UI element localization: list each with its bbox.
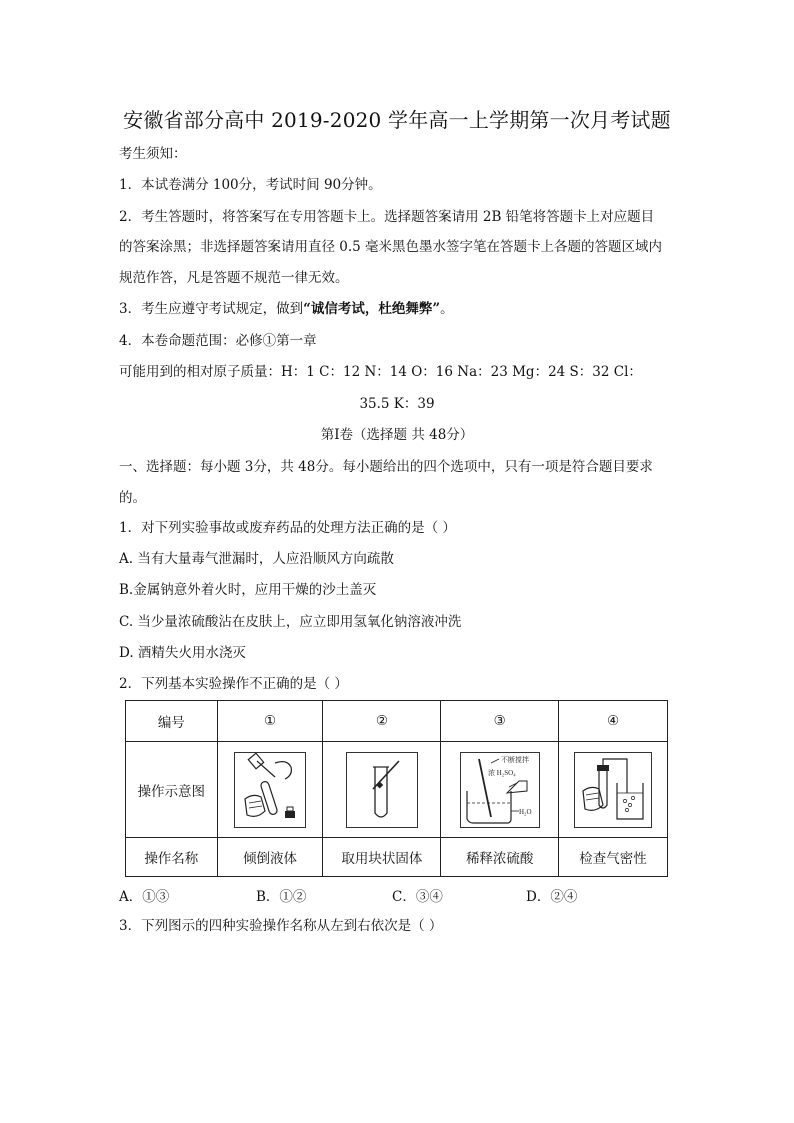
table-cell: ④ xyxy=(559,701,668,742)
exam-title: 安徽省部分高中 2019-2020 学年高一上学期第一次月考试题 xyxy=(123,108,671,132)
table-row xyxy=(126,838,668,877)
q3-stem: 3．下列图示的四种实验操作名称从左到右依次是（ ） xyxy=(119,918,443,934)
notice-item-4: 4．本卷命题范围：必修①第一章 xyxy=(119,333,317,349)
dilute-sulfuric-acid-figure xyxy=(460,752,540,828)
notice-heading: 考生须知： xyxy=(119,146,187,162)
q2-option-a: A．①③ xyxy=(119,889,170,905)
q2-stem: 2．下列基本实验操作不正确的是（ ） xyxy=(119,676,348,692)
fig3-water-label: H₂O xyxy=(518,807,532,816)
notice-item-2a: 2．考生答题时，将答案写在专用答题卡上。选择题答案请用 2B 铅笔将答题卡上对应题目 xyxy=(119,209,655,225)
table-cell: 取用块状固体 xyxy=(323,838,441,877)
notice-item-3-post: 。 xyxy=(440,301,454,317)
notice-item-3 xyxy=(119,299,454,319)
q2-operations-table xyxy=(125,700,668,877)
table-row xyxy=(126,701,668,742)
notice-item-3-pre: 3．考生应遵守考试规定，做到 xyxy=(119,301,304,317)
fig3-acid-label: 浓 H₂SO₄ xyxy=(487,768,516,777)
figure-cell-4 xyxy=(559,742,668,838)
section-header: 第Ⅰ卷（选择题 共 48分） xyxy=(320,427,474,443)
notice-item-2c: 规范作答，凡是答题不规范一律无效。 xyxy=(119,270,349,286)
pour-liquid-figure xyxy=(234,752,306,828)
q2-options xyxy=(119,885,679,905)
table-cell: ① xyxy=(217,701,323,742)
notice-item-2b: 的答案涂黑；非选择题答案请用直径 0.5 毫米黑色墨水签字笔在答题卡上各题的答题区域内 xyxy=(119,239,663,255)
table-cell: 操作名称 xyxy=(126,838,218,877)
table-cell: 检查气密性 xyxy=(559,838,668,877)
q2-option-c: C．③④ xyxy=(392,889,443,905)
table-cell: 编号 xyxy=(126,701,218,742)
table-cell: 倾倒液体 xyxy=(217,838,323,877)
solid-into-tube-figure xyxy=(346,752,418,828)
atomic-mass-line-2: 35.5 K：39 xyxy=(359,396,435,412)
q1-option-c: C. 当少量浓硫酸沾在皮肤上，应立即用氢氧化钠溶液冲洗 xyxy=(119,614,462,630)
q1-option-b: B.金属钠意外着火时，应用干燥的沙土盖灭 xyxy=(119,582,377,598)
q1-option-d: D. 酒精失火用水浇灭 xyxy=(119,645,246,661)
figure-cell-2 xyxy=(323,742,441,838)
table-cell: ② xyxy=(323,701,441,742)
table-cell: 稀释浓硫酸 xyxy=(441,838,559,877)
atomic-mass-line-1: 可能用到的相对原子质量：H：1 C：12 N：14 O：16 Na：23 Mg：24 S：32 Cl： xyxy=(119,364,642,380)
table-cell: ③ xyxy=(441,701,559,742)
q1-stem: 1．对下列实验事故或废弃药品的处理方法正确的是（ ） xyxy=(119,520,456,536)
table-cell: 操作示意图 xyxy=(126,742,218,838)
q2-option-b: B．①② xyxy=(256,889,307,905)
fig3-stir-label: 不断搅拌 xyxy=(500,755,529,764)
q1-option-a: A. 当有大量毒气泄漏时，人应沿顺风方向疏散 xyxy=(119,551,394,567)
section-intro-a: 一、选择题：每小题 3分，共 48分。每小题给出的四个选项中，只有一项是符合题目要求 xyxy=(119,459,653,475)
section-intro-b: 的。 xyxy=(119,490,146,506)
figure-cell-3 xyxy=(441,742,559,838)
notice-item-3-bold: “诚信考试，杜绝舞弊” xyxy=(303,301,441,317)
q2-option-d: D．②④ xyxy=(526,889,578,905)
figure-cell-1 xyxy=(217,742,323,838)
notice-item-1: 1．本试卷满分 100分，考试时间 90分钟。 xyxy=(119,177,382,193)
check-airtightness-figure xyxy=(574,752,652,828)
table-row xyxy=(126,742,668,838)
